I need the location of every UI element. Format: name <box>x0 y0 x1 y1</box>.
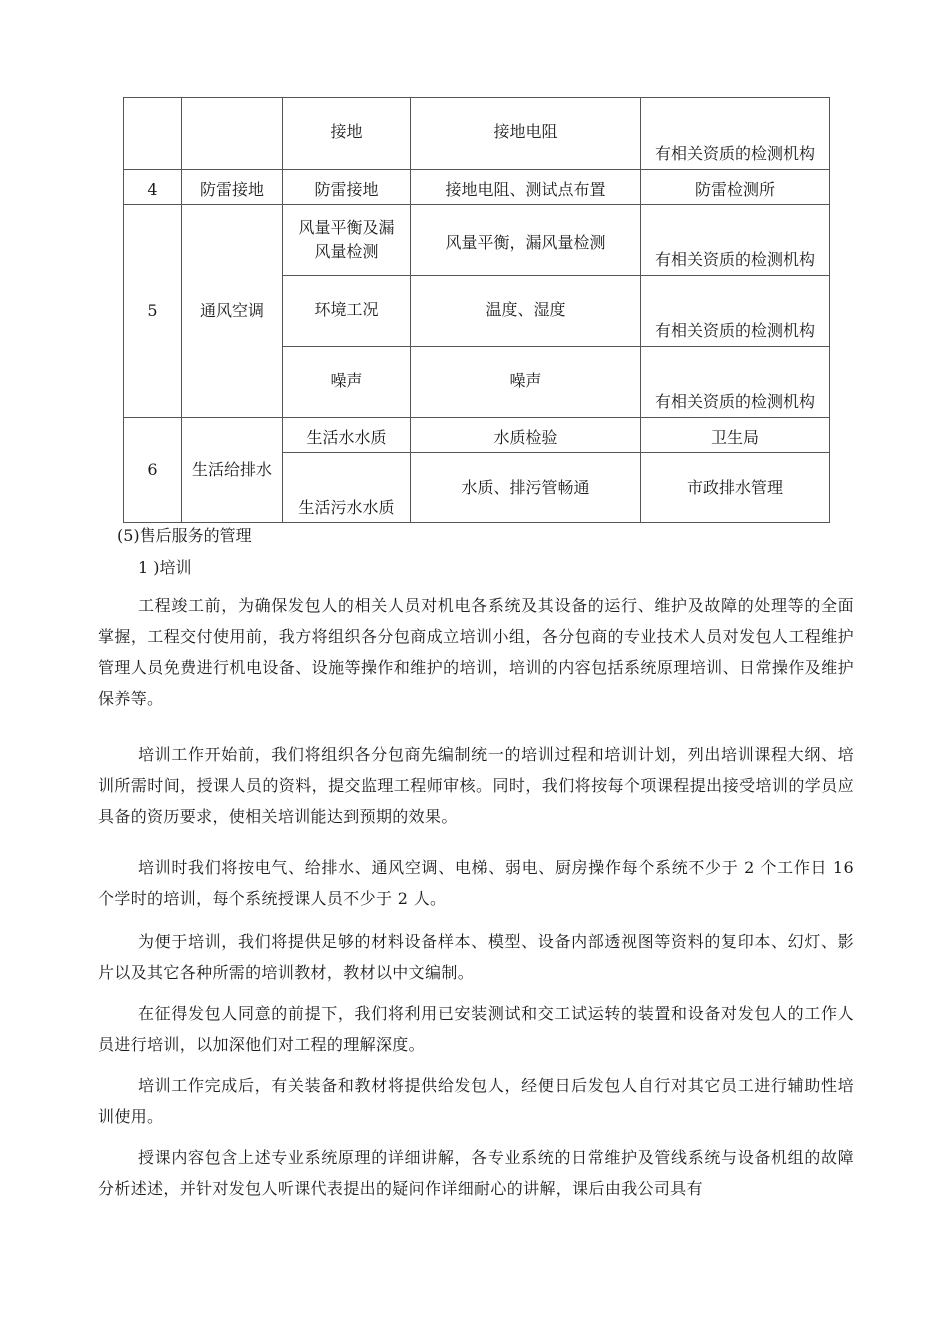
cell-org: 有相关资质的检测机构 <box>641 98 830 170</box>
table-row <box>124 98 830 170</box>
table-row <box>124 170 830 205</box>
cell-item: 防雷接地 <box>283 170 411 205</box>
paragraph: 授课内容包含上述专业系统原理的详细讲解，各专业系统的日常维护及管线系统与设备机组的故障分析述述，并针对发包人听课代表提出的疑问作详细耐心的讲解，课后由我公司具有 <box>98 1148 854 1198</box>
cell-org: 有相关资质的检测机构 <box>641 276 830 347</box>
cell-system: 防雷接地 <box>182 170 283 205</box>
paragraph: 培训工作开始前，我们将组织各分包商先编制统一的培训过程和培训计划，列出培训课程大纲、培训所需时间，授课人员的资料，提交监理工程师审核。同时，我们将按每个项课程提出接受培训的学员应具备的资历要求，使相关培训能达到预期的效果。 <box>98 745 854 826</box>
cell-content: 水质检验 <box>411 418 641 453</box>
cell-no <box>124 98 182 170</box>
paragraph: 为便于培训，我们将提供足够的材料设备样本、模型、设备内部透视图等资料的复印本、幻灯、影片以及其它各种所需的培训教材，教材以中文编制。 <box>98 932 854 982</box>
cell-content: 水质、排污管畅通 <box>411 453 641 523</box>
paragraph: 工程竣工前，为确保发包人的相关人员对机电各系统及其设备的运行、维护及故障的处理等的全面掌握，工程交付使用前，我方将组织各分包商成立培训小组，各分包商的专业技术人员对发包人工程维护管理人员免费进行机电设备、设施等操作和维护的培训，培训的内容包括系统原理培训、日常操作及维护保养等。 <box>98 596 854 708</box>
cell-content: 噪声 <box>411 347 641 418</box>
cell-org: 有相关资质的检测机构 <box>641 205 830 276</box>
cell-org: 防雷检测所 <box>641 170 830 205</box>
paragraph: 培训时我们将按电气、给排水、通风空调、电梯、弱电、厨房操作每个系统不少于 2 个工作日 16 个学时的培训，每个系统授课人员不少于 2 人。 <box>98 858 854 908</box>
cell-system: 通风空调 <box>182 205 283 418</box>
cell-content: 风量平衡，漏风量检测 <box>411 205 641 276</box>
cell-no: 6 <box>124 418 182 523</box>
cell-item: 生活污水水质 <box>283 453 411 523</box>
cell-content: 接地电阻 <box>411 98 641 170</box>
cell-item: 环境工况 <box>283 276 411 347</box>
section-heading: (5)售后服务的管理 <box>117 526 252 545</box>
paragraph: 在征得发包人同意的前提下，我们将利用已安装测试和交工试运转的装置和设备对发包人的工作人员进行培训，以加深他们对工程的理解深度。 <box>98 1004 854 1054</box>
cell-content: 温度、湿度 <box>411 276 641 347</box>
cell-system <box>182 98 283 170</box>
cell-no: 4 <box>124 170 182 205</box>
cell-item: 风量平衡及漏风量检测 <box>283 205 411 276</box>
cell-content: 接地电阻、测试点布置 <box>411 170 641 205</box>
table-row <box>124 205 830 276</box>
cell-item: 接地 <box>283 98 411 170</box>
inspection-table <box>123 97 830 523</box>
table-row <box>124 418 830 453</box>
cell-org: 卫生局 <box>641 418 830 453</box>
cell-org: 有相关资质的检测机构 <box>641 347 830 418</box>
cell-org: 市政排水管理 <box>641 453 830 523</box>
cell-no: 5 <box>124 205 182 418</box>
cell-item: 生活水水质 <box>283 418 411 453</box>
paragraph: 培训工作完成后，有关装备和教材将提供给发包人，经便日后发包人自行对其它员工进行辅助性培训使用。 <box>98 1076 854 1126</box>
cell-item: 噪声 <box>283 347 411 418</box>
cell-system: 生活给排水 <box>182 418 283 523</box>
sub-heading: 1 )培训 <box>138 558 192 577</box>
